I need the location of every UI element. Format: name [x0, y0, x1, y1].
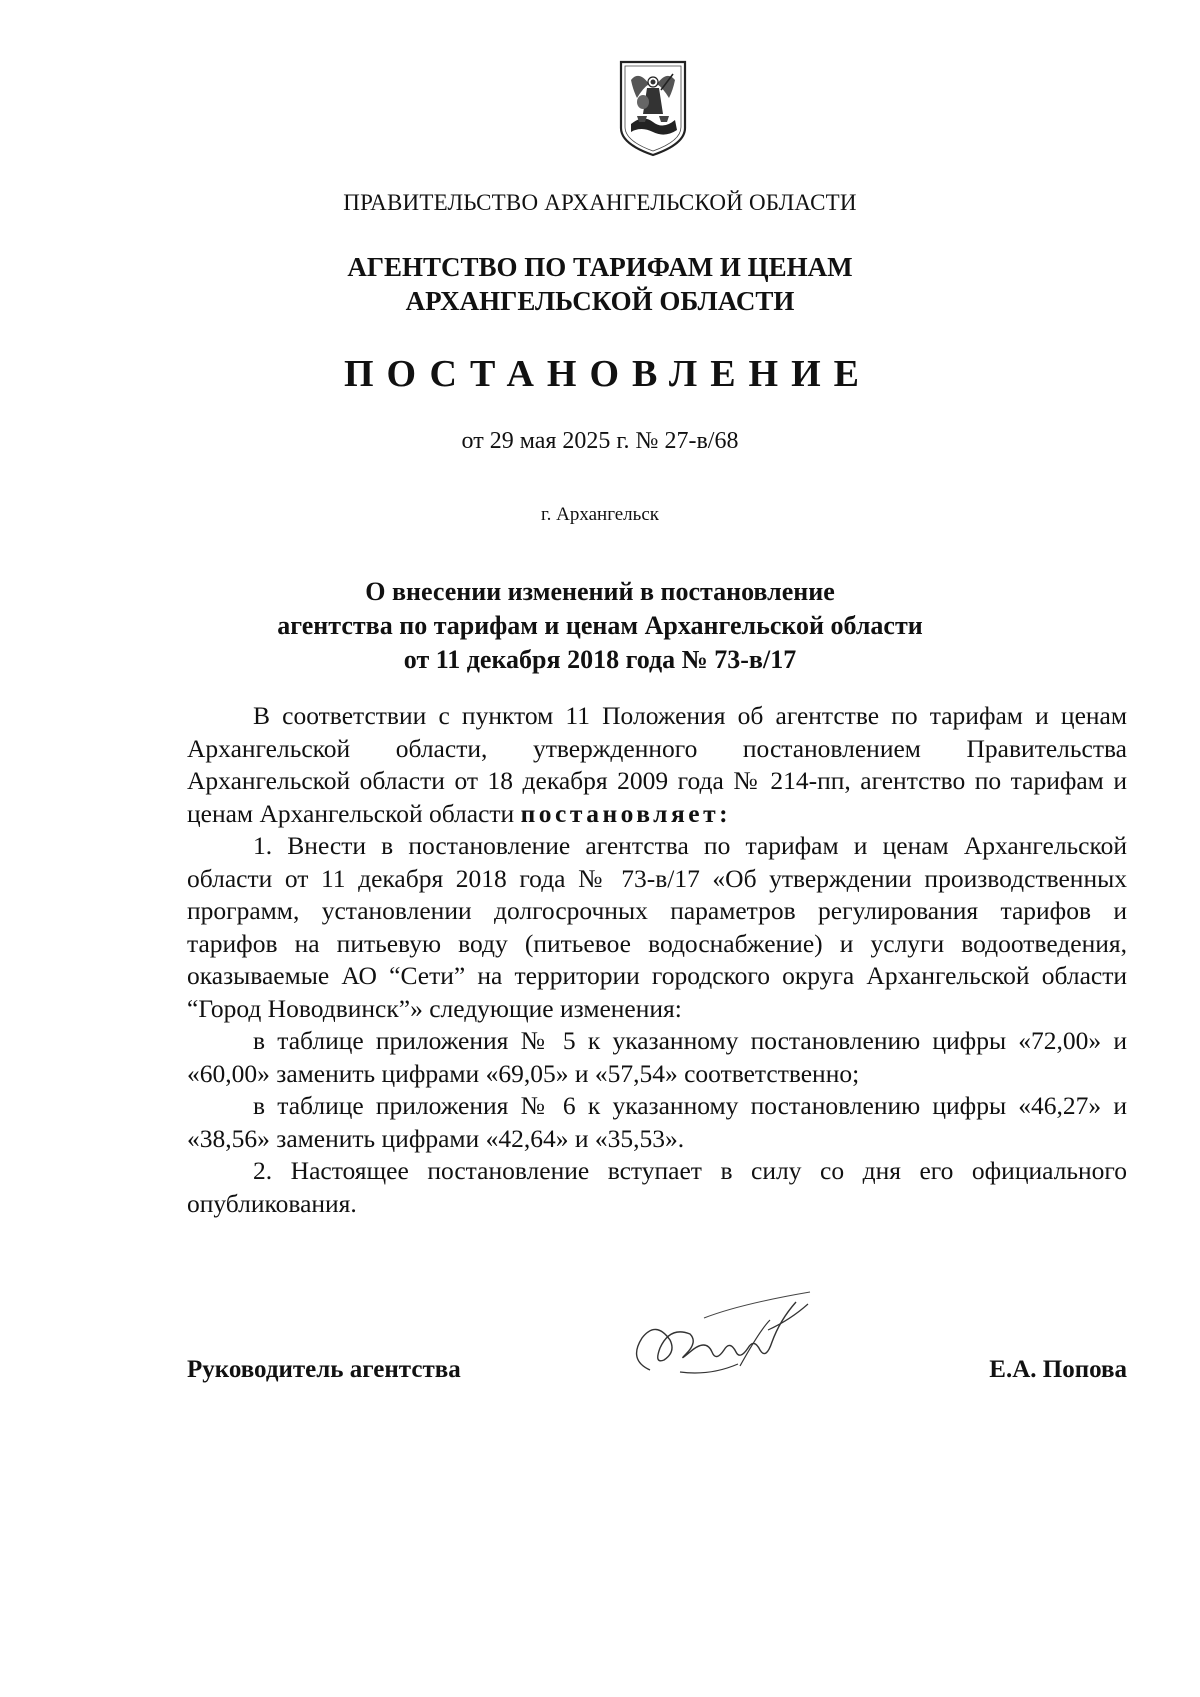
- document-subject: [0, 575, 1200, 677]
- agency-name-line2: АРХАНГЕЛЬСКОЙ ОБЛАСТИ: [405, 286, 795, 316]
- item-1a-paragraph: в таблице приложения № 5 к указанному постановлению цифры «72,00» и «60,00» заменить цифрами «69,05» и «57,54» соответственно;: [187, 1026, 1127, 1088]
- item-1-paragraph: 1. Внести в постановление агентства по тарифам и ценам Архангельской области от 11 декабря 2018 года № 73-в/17 «Об утверждении производственных программ, установлении долгосрочных параметров регулирования тарифов и тарифов на питьевую воду (питьевое водоснабжение) и услуги водоотведения, оказываемые АО “Сети” на территории городского округа Архангельской области “Город Новодвинск”» следующие изменения:: [187, 831, 1127, 1023]
- signatory-name: Е.А. Попова: [989, 1356, 1127, 1383]
- document-date-number: от 29 мая 2025 г. № 27-в/68: [461, 428, 739, 454]
- subject-line3: от 11 декабря 2018 года № 73-в/17: [403, 645, 797, 674]
- signatory-title: Руководитель агентства: [187, 1356, 461, 1383]
- agency-name-line1: АГЕНТСТВО ПО ТАРИФАМ И ЦЕНАМ: [347, 252, 853, 282]
- signature-row: [187, 1356, 1127, 1396]
- document-city: г. Архангельск: [540, 504, 659, 525]
- subject-line2: агентства по тарифам и ценам Архангельской области: [277, 611, 923, 640]
- government-name: ПРАВИТЕЛЬСТВО АРХАНГЕЛЬСКОЙ ОБЛАСТИ: [343, 190, 857, 215]
- subject-line1: О внесении изменений в постановление: [365, 577, 835, 606]
- preamble-text: В соответствии с пунктом 11 Положения об агентстве по тарифам и ценам Архангельской области, утвержденного постановлением Правительства Архангельской области от 18 декабря 2009 года № 214-пп, агентство по тарифам и ценам Архангельской области: [187, 701, 1127, 828]
- item-1b-paragraph: в таблице приложения № 6 к указанному постановлению цифры «46,27» и «38,56» заменить цифрами «42,64» и «35,53».: [187, 1091, 1127, 1153]
- resolves-word: постановляет:: [520, 798, 732, 828]
- item-2-paragraph: 2. Настоящее постановление вступает в силу со дня его официального опубликования.: [187, 1156, 1127, 1218]
- document-body: [187, 700, 1127, 1220]
- coat-of-arms-icon: [617, 58, 689, 158]
- document-type: ПОСТАНОВЛЕНИЕ: [343, 353, 873, 395]
- preamble-paragraph: [187, 700, 1127, 830]
- agency-name: [0, 250, 1200, 318]
